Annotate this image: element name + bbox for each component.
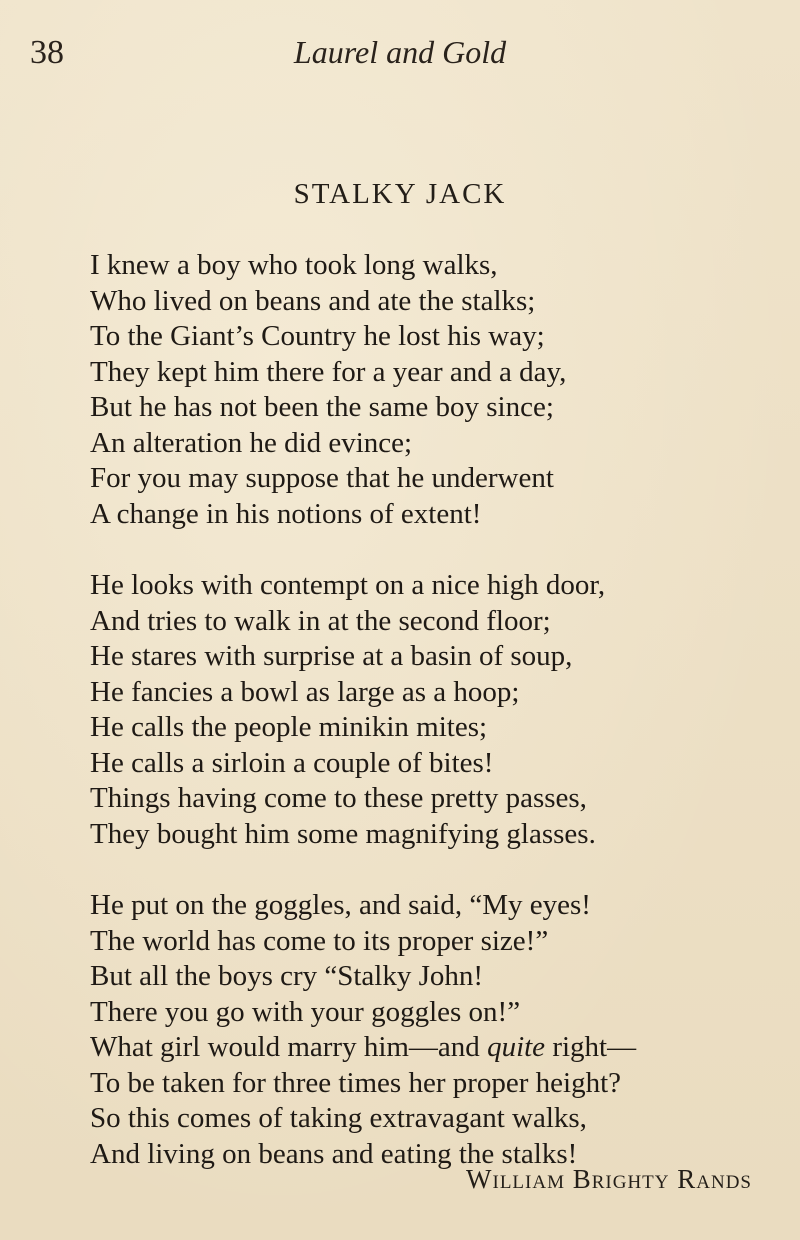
poem-line: I knew a boy who took long walks, (90, 249, 498, 281)
poem-line: They bought him some magnifying glasses. (90, 817, 596, 850)
poem-line: To the Giant’s Country he lost his way; (90, 320, 545, 352)
running-head: Laurel and Gold (293, 34, 507, 70)
poem-line: A change in his notions of extent! (90, 497, 482, 530)
line-segment: right— (545, 1031, 637, 1063)
poem-author: William Brighty Rands (466, 1164, 752, 1194)
italic-word: quite (487, 1031, 546, 1063)
poem-line: He calls the people minikin mites; (90, 711, 488, 743)
poem-line: He stares with surprise at a basin of soup, (90, 640, 573, 672)
poem-title: STALKY JACK (293, 178, 507, 210)
poem-line: But all the boys cry “Stalky John! (90, 960, 484, 992)
poem-line: Things having come to these pretty passes, (90, 782, 587, 814)
poem-line-with-italic (90, 1030, 780, 1066)
poem-line: He put on the goggles, and said, “My eyes! (90, 889, 591, 921)
poem-line: He calls a sirloin a couple of bites! (90, 746, 494, 779)
poem-line: To be taken for three times her proper height? (90, 1066, 622, 1099)
poem-line: For you may suppose that he underwent (90, 462, 554, 494)
stanza-1 (90, 248, 780, 532)
page-number: 38 (30, 34, 64, 71)
stanza-2 (90, 568, 780, 852)
poem-line: The world has come to its proper size!” (90, 924, 549, 957)
poem-line: But he has not been the same boy since; (90, 391, 554, 423)
poem-line: And living on beans and eating the stalks! (90, 1137, 578, 1170)
poem-line: There you go with your goggles on!” (90, 995, 521, 1028)
poem-line: So this comes of taking extravagant walks, (90, 1102, 587, 1134)
stanza-3 (90, 888, 780, 1172)
poem-line: They kept him there for a year and a day, (90, 355, 567, 388)
poem-line: He fancies a bowl as large as a hoop; (90, 675, 520, 708)
poem-line: And tries to walk in at the second floor; (90, 604, 551, 637)
poem-line: An alteration he did evince; (90, 426, 413, 459)
poem-line: He looks with contempt on a nice high door, (90, 569, 606, 601)
poem-line: Who lived on beans and ate the stalks; (90, 284, 536, 317)
line-segment: What girl would marry him—and (90, 1031, 488, 1063)
poem-body (90, 248, 780, 1172)
